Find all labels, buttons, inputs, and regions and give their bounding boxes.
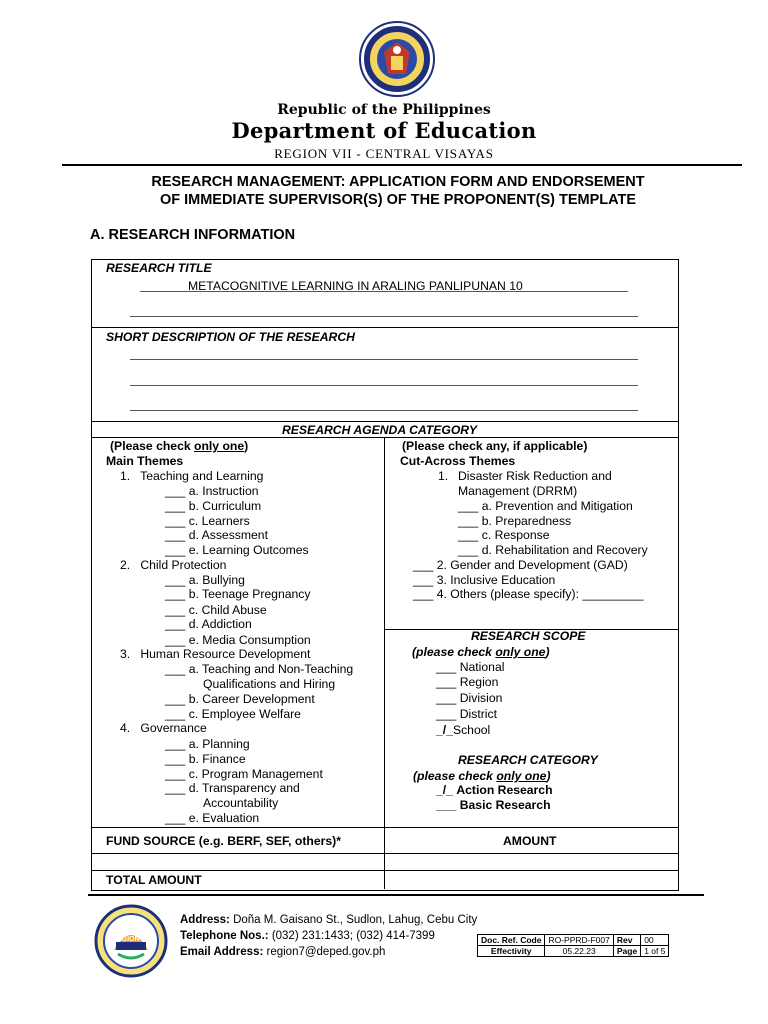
scope-option[interactable]: ___ Division	[436, 691, 503, 705]
cross-themes-label: Cut-Across Themes	[400, 454, 516, 468]
checkbox-option[interactable]: ___ a. Bullying	[165, 573, 245, 587]
page-value: 1 of 5	[641, 946, 669, 957]
checkbox-option[interactable]: ___ c. Employee Welfare	[165, 707, 301, 721]
checkbox-option[interactable]: ___ 2. Gender and Development (GAD)	[413, 558, 628, 572]
document-control-table	[477, 934, 669, 957]
description-line[interactable]	[130, 385, 638, 386]
short-description-label: SHORT DESCRIPTION OF THE RESEARCH	[106, 330, 355, 344]
checkbox-option[interactable]: ___ e. Media Consumption	[165, 633, 311, 647]
scope-option[interactable]: ___ Region	[436, 675, 499, 689]
theme-heading: 2. Child Protection	[120, 558, 227, 572]
checkbox-option[interactable]: ___ 4. Others (please specify): _________	[413, 587, 644, 601]
checkbox-option[interactable]: ___ c. Program Management	[165, 767, 323, 781]
footer-address: Address: Doña M. Gaisano St., Sudlon, Lahug, Cebu City	[180, 914, 478, 926]
checkbox-option[interactable]: ___ a. Prevention and Mitigation	[458, 499, 633, 513]
category-option-basic[interactable]: ___ Basic Research	[436, 798, 551, 812]
footer-divider	[88, 894, 704, 896]
doc-ref-label: Doc. Ref. Code	[478, 935, 545, 946]
research-category-label: RESEARCH CATEGORY	[458, 753, 598, 767]
row-divider	[91, 327, 678, 328]
row-divider	[91, 853, 678, 854]
research-title-value[interactable]: METACOGNITIVE LEARNING IN ARALING PANLIPUNAN 10	[188, 279, 523, 293]
checkbox-option[interactable]: ___ e. Learning Outcomes	[165, 543, 309, 557]
checkbox-option[interactable]: ___ b. Curriculum	[165, 499, 262, 513]
form-title: RESEARCH MANAGEMENT: APPLICATION FORM AND ENDORSEMENT OF IMMEDIATE SUPERVISOR(S) OF THE PROPONENT(S) TEMPLATE	[151, 174, 645, 208]
drrm-heading: Management (DRRM)	[458, 484, 578, 498]
description-line[interactable]	[130, 359, 638, 360]
row-divider	[91, 870, 678, 871]
checkbox-option[interactable]: ___ b. Finance	[165, 752, 246, 766]
theme-heading: 1. Teaching and Learning	[120, 469, 264, 483]
checkbox-option[interactable]: ___ a. Instruction	[165, 484, 259, 498]
checkbox-option[interactable]: ___ c. Learners	[165, 514, 250, 528]
drrm-number: 1.	[438, 469, 449, 483]
option-continuation: Qualifications and Hiring	[203, 677, 336, 691]
column-divider	[384, 437, 385, 889]
checkbox-option[interactable]: ___ b. Teenage Pregnancy	[165, 587, 311, 601]
category-option-action[interactable]: _/_ Action Research	[436, 783, 553, 797]
agenda-category-label: RESEARCH AGENDA CATEGORY	[282, 423, 478, 437]
checkbox-option[interactable]: ___ 3. Inclusive Education	[413, 573, 556, 587]
amount-label: AMOUNT	[503, 834, 557, 848]
fund-source-label: FUND SOURCE (e.g. BERF, SEF, others)*	[106, 834, 341, 848]
doc-ref-value: RO-PPRD-F007	[545, 935, 613, 946]
description-line[interactable]	[130, 410, 638, 411]
scope-option-school[interactable]: _/_School	[436, 723, 491, 737]
main-themes-label: Main Themes	[106, 454, 184, 468]
footer-email: Email Address: region7@deped.gov.ph	[180, 946, 386, 958]
checkbox-option[interactable]: ___ d. Assessment	[165, 528, 268, 542]
region-vii-logo	[94, 904, 168, 978]
region-name: REGION VII - CENTRAL VISAYAS	[274, 146, 494, 161]
theme-heading: 3. Human Resource Development	[120, 647, 311, 661]
checkbox-option[interactable]: ___ d. Rehabilitation and Recovery	[458, 543, 648, 557]
checkbox-option[interactable]: ___ d. Addiction	[165, 617, 252, 631]
checkbox-option[interactable]: ___ d. Transparency and	[165, 781, 300, 795]
total-amount-label: TOTAL AMOUNT	[106, 873, 202, 887]
rev-label: Rev	[613, 935, 640, 946]
row-divider	[91, 827, 678, 828]
header-divider	[62, 164, 742, 166]
checkbox-option[interactable]: ___ c. Response	[458, 528, 550, 542]
logo-label: REGION VII	[111, 936, 151, 943]
department-name: Department of Education	[231, 118, 537, 143]
drrm-heading: Disaster Risk Reduction and	[458, 469, 612, 483]
scope-option[interactable]: ___ District	[436, 707, 497, 721]
main-instruction: (Please check only one)	[110, 439, 249, 453]
scope-option[interactable]: ___ National	[436, 660, 505, 674]
row-divider	[91, 421, 678, 422]
checkbox-option[interactable]: ___ b. Preparedness	[458, 514, 572, 528]
checkbox-option[interactable]: ___ a. Planning	[165, 737, 250, 751]
option-continuation: Accountability	[203, 796, 279, 810]
checkbox-option[interactable]: ___ c. Child Abuse	[165, 603, 267, 617]
cross-instruction: (Please check any, if applicable)	[402, 439, 588, 453]
title-underline	[130, 316, 638, 317]
theme-heading: 4. Governance	[120, 721, 207, 735]
effectivity-value: 05.22.23	[545, 946, 613, 957]
checkbox-option[interactable]: ___ b. Career Development	[165, 692, 315, 706]
deped-seal	[358, 20, 436, 98]
scope-instruction: (please check only one)	[412, 645, 550, 659]
rev-value: 00	[641, 935, 669, 946]
research-scope-label: RESEARCH SCOPE	[471, 629, 586, 643]
footer-phone: Telephone Nos.: (032) 231:1433; (032) 414-7399	[180, 930, 435, 942]
checkbox-option[interactable]: ___ e. Evaluation	[165, 811, 260, 825]
republic-line: Republic of the Philippines	[277, 102, 491, 118]
research-title-label: RESEARCH TITLE	[106, 261, 212, 275]
effectivity-label: Effectivity	[478, 946, 545, 957]
category-instruction: (please check only one)	[413, 769, 551, 783]
page-label: Page	[613, 946, 640, 957]
checkbox-option[interactable]: ___ a. Teaching and Non-Teaching	[165, 662, 354, 676]
section-a-heading: A. RESEARCH INFORMATION	[90, 227, 296, 243]
